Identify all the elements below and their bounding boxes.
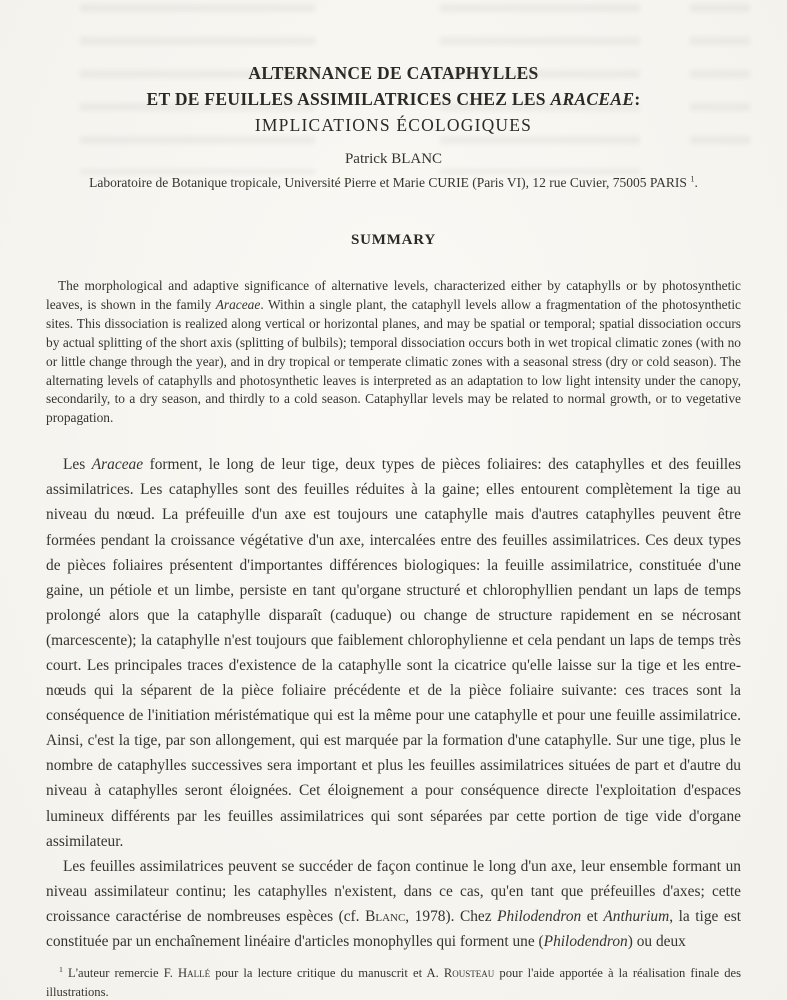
body-paragraph-2: Les feuilles assimilatrices peuvent se succéder de façon continue le long d'un axe, leur ensemble formant un niveau assimilateur continu; les cataphylles n'existent, dans ce cas, qu'en tant que préfeuilles d'axes; cette croissance caractérise de nombreuses espèces (cf. Blanc, 1978). Chez Philodendron et Anthurium, la tige est constituée par un enchaînement linéaire d'articles monophylles qui forment une (Philodendron) ou deux [46,857,741,951]
article-header [46,0,741,191]
author-name: Patrick BLANC [344,151,443,167]
article-title-line-1: ALTERNANCE DE CATAPHYLLES [248,63,539,83]
body-paragraph-1: Les Araceae forment, le long de leur tige, deux types de pièces foliaires: des cataphylles et des feuilles assimilatrices. Les cataphylles sont des feuilles réduites à la gaine; elles entourent complètement la tige au niveau du nœud. La préfeuille d'un axe est toujours une cataphylle mais d'autres cataphylles peuvent être formées pendant la croissance végétative d'un axe, intercalées entre des feuilles assimilatrices. Ces deux types de pièces foliaires présentent d'importantes différences biologiques: la feuille assimilatrice, constituée d'une gaine, un pétiole et un limbe, persiste en tant qu'organe structuré et chlorophyllien pendant un laps de temps prolongé alors que la cataphylle disparaît (caduque) ou change de structure rapidement en se nécrosant (marcescente); la cataphylle n'est toujours que faiblement chlorophylienne et cela pendant un laps de temps très court. Les principales traces d'existence de la cataphylle sont la cicatrice qu'elle laisse sur la tige et les entre-nœuds qui la séparent de la pièce foliaire précédente et de la pièce foliaire suivante: ces traces sont la conséquence de l'initiation méristématique qui est la même pour une cataphylle et pour une feuille assimilatrice. Ainsi, c'est la tige, par son allongement, qui est marquée par la formation d'une cataphylle. Sur une tige, plus le nombre de cataphylles successives sera important et plus les feuilles assimilatrices situées de part et d'autre du niveau à cataphylles seront éloignées. Cet éloignement a pour conséquence directe l'exploitation d'espaces lumineux différents par les feuilles assimilatrices qui sont séparées par cette portion de tige vide d'organe assimilateur. [46,456,742,850]
author-affiliation: Laboratoire de Botanique tropicale, Université Pierre et Marie CURIE (Paris VI), 12 rue Cuvier, 75005 PARIS $^1$. [89,174,698,190]
article-body [46,452,741,954]
footnote-text: $^1$ L'auteur remercie F. Hallé pour la lecture critique du manuscrit et A. Rousteau pour l'aide apportée à la réalisation finale des illustrations. [46,964,741,999]
summary-paragraph: The morphological and adaptive significance of alternative levels, characterized either by cataphylls or by photosynthetic leaves, is shown in the family Araceae. Within a single plant, the cataphyll levels allow a fragmentation of the photosynthetic sites. This dissociation is realized along vertical or horizontal planes, and may be spatial or temporal; spatial dissociation occurs by actual splitting of the short axis (splitting of bulbils); temporal dissociation occurs both in wet tropical climatic zones (with no or little change through the year), and in dry tropical or temperate climatic zones with a seasonal stress (dry or cold season). The alternating levels of cataphylls and photosynthetic leaves is interpreted as an adaptation to low light intensity under the canopy, secondarily, to a dry season, and thirdly to a cold season. Cataphyllar levels may be related to normal growth, or to vegetative propagation. [46,278,741,426]
summary-section [46,232,741,428]
summary-heading: SUMMARY [350,232,437,248]
article-title-line-2: ET DE FEUILLES ASSIMILATRICES CHEZ LES ARACEAE: [146,89,641,109]
article-title-line-3: IMPLICATIONS ÉCOLOGIQUES [254,115,533,135]
footnote [46,964,741,1000]
article-title [46,60,741,138]
